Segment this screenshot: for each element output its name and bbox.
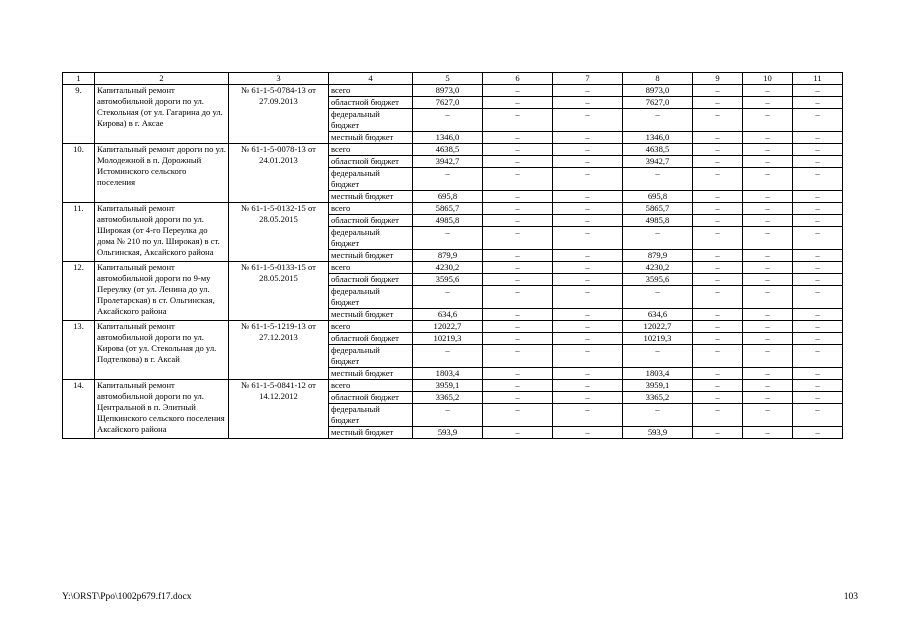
- funding-source: всего: [329, 85, 413, 97]
- amount-cell: –: [743, 368, 793, 380]
- table-row: [63, 262, 843, 274]
- amount-cell: –: [483, 262, 553, 274]
- column-number: 2: [95, 73, 229, 85]
- funding-source: федеральный бюджет: [329, 168, 413, 191]
- amount-cell: –: [743, 97, 793, 109]
- amount-cell: –: [553, 132, 623, 144]
- amount-cell: –: [693, 191, 743, 203]
- amount-cell: –: [743, 380, 793, 392]
- column-number: 10: [743, 73, 793, 85]
- table-row: [63, 144, 843, 156]
- amount-cell: 1803,4: [623, 368, 693, 380]
- funding-source: всего: [329, 144, 413, 156]
- column-number: 3: [229, 73, 329, 85]
- amount-cell: –: [693, 203, 743, 215]
- amount-cell: –: [693, 144, 743, 156]
- amount-cell: –: [793, 404, 843, 427]
- amount-cell: 695,8: [413, 191, 483, 203]
- amount-cell: –: [553, 156, 623, 168]
- amount-cell: 695,8: [623, 191, 693, 203]
- amount-cell: –: [623, 168, 693, 191]
- amount-cell: –: [483, 168, 553, 191]
- amount-cell: –: [553, 321, 623, 333]
- amount-cell: –: [743, 262, 793, 274]
- amount-cell: –: [743, 203, 793, 215]
- object-description: Капитальный ремонт дороги по ул. Молодежной в п. Дорожный Истоминского сельского поселения: [95, 144, 229, 203]
- amount-cell: –: [483, 191, 553, 203]
- amount-cell: –: [693, 392, 743, 404]
- column-number-header: [63, 73, 843, 85]
- funding-source: местный бюджет: [329, 132, 413, 144]
- amount-cell: –: [483, 286, 553, 309]
- amount-cell: –: [793, 427, 843, 439]
- amount-cell: –: [623, 286, 693, 309]
- amount-cell: –: [743, 274, 793, 286]
- amount-cell: –: [413, 227, 483, 250]
- amount-cell: 3942,7: [413, 156, 483, 168]
- item-number: 11.: [63, 203, 95, 262]
- object-description: Капитальный ремонт автомобильной дороги по ул. Кирова (от ул. Стекольная до ул. Подтелкова) в г. Аксай: [95, 321, 229, 380]
- item-number: 14.: [63, 380, 95, 439]
- amount-cell: –: [483, 215, 553, 227]
- amount-cell: 7627,0: [623, 97, 693, 109]
- amount-cell: –: [743, 250, 793, 262]
- object-description: Капитальный ремонт автомобильной дороги по ул. Стекольная (от ул. Гагарина до ул. Кирова) в г. Аксае: [95, 85, 229, 144]
- item-number: 12.: [63, 262, 95, 321]
- amount-cell: –: [483, 392, 553, 404]
- funding-source: местный бюджет: [329, 368, 413, 380]
- amount-cell: –: [693, 333, 743, 345]
- funding-source: федеральный бюджет: [329, 286, 413, 309]
- amount-cell: –: [553, 109, 623, 132]
- amount-cell: 4638,5: [623, 144, 693, 156]
- amount-cell: –: [623, 109, 693, 132]
- funding-source: федеральный бюджет: [329, 109, 413, 132]
- table-row: [63, 203, 843, 215]
- amount-cell: 593,9: [413, 427, 483, 439]
- column-number: 8: [623, 73, 693, 85]
- amount-cell: –: [693, 215, 743, 227]
- object-description: Капитальный ремонт автомобильной дороги по 9-му Переулку (от ул. Ленина до ул. Пролетарская) в ст. Ольгинская, Аксайского района: [95, 262, 229, 321]
- amount-cell: –: [483, 274, 553, 286]
- amount-cell: –: [413, 286, 483, 309]
- column-number: 5: [413, 73, 483, 85]
- amount-cell: –: [483, 404, 553, 427]
- funding-source: местный бюджет: [329, 250, 413, 262]
- funding-source: всего: [329, 203, 413, 215]
- amount-cell: –: [553, 286, 623, 309]
- amount-cell: –: [693, 380, 743, 392]
- amount-cell: –: [483, 427, 553, 439]
- funding-source: федеральный бюджет: [329, 404, 413, 427]
- amount-cell: –: [553, 85, 623, 97]
- amount-cell: –: [793, 144, 843, 156]
- amount-cell: –: [793, 156, 843, 168]
- amount-cell: –: [483, 368, 553, 380]
- amount-cell: –: [793, 392, 843, 404]
- amount-cell: 5865,7: [623, 203, 693, 215]
- expertise-document: № 61-1-5-0078-13 от 24.01.2013: [229, 144, 329, 203]
- table-row: [63, 380, 843, 392]
- amount-cell: –: [693, 286, 743, 309]
- amount-cell: 8973,0: [623, 85, 693, 97]
- amount-cell: –: [553, 333, 623, 345]
- amount-cell: –: [693, 109, 743, 132]
- amount-cell: –: [693, 227, 743, 250]
- amount-cell: –: [793, 168, 843, 191]
- funding-source: федеральный бюджет: [329, 345, 413, 368]
- amount-cell: –: [553, 262, 623, 274]
- amount-cell: –: [553, 404, 623, 427]
- amount-cell: –: [693, 250, 743, 262]
- amount-cell: –: [693, 85, 743, 97]
- amount-cell: –: [553, 227, 623, 250]
- amount-cell: –: [693, 168, 743, 191]
- amount-cell: 4985,8: [413, 215, 483, 227]
- amount-cell: –: [483, 321, 553, 333]
- amount-cell: –: [743, 333, 793, 345]
- item-number: 13.: [63, 321, 95, 380]
- amount-cell: –: [793, 109, 843, 132]
- amount-cell: –: [553, 427, 623, 439]
- amount-cell: 10219,3: [413, 333, 483, 345]
- amount-cell: 3595,6: [623, 274, 693, 286]
- amount-cell: –: [693, 427, 743, 439]
- expertise-document: № 61-1-5-1219-13 от 27.12.2013: [229, 321, 329, 380]
- object-description: Капитальный ремонт автомобильной дороги по ул. Широкая (от 4-го Переулка до дома № 210 по ул. Широкая) в ст. Ольгинская, Аксайского района: [95, 203, 229, 262]
- amount-cell: –: [483, 227, 553, 250]
- amount-cell: –: [553, 392, 623, 404]
- table-row: [63, 321, 843, 333]
- amount-cell: –: [693, 262, 743, 274]
- amount-cell: –: [553, 203, 623, 215]
- amount-cell: –: [483, 132, 553, 144]
- amount-cell: 10219,3: [623, 333, 693, 345]
- expertise-document: № 61-1-5-0133-15 от 28.05.2015: [229, 262, 329, 321]
- amount-cell: –: [483, 250, 553, 262]
- amount-cell: –: [793, 250, 843, 262]
- amount-cell: –: [553, 215, 623, 227]
- expertise-document: № 61-1-5-0841-12 от 14.12.2012: [229, 380, 329, 439]
- file-path: Y:\ORST\Ppo\1002p679.f17.docx: [62, 592, 192, 602]
- amount-cell: 879,9: [623, 250, 693, 262]
- amount-cell: –: [743, 309, 793, 321]
- amount-cell: –: [793, 345, 843, 368]
- amount-cell: –: [693, 132, 743, 144]
- amount-cell: –: [413, 168, 483, 191]
- amount-cell: –: [743, 392, 793, 404]
- amount-cell: 4230,2: [413, 262, 483, 274]
- amount-cell: –: [693, 309, 743, 321]
- amount-cell: –: [483, 309, 553, 321]
- amount-cell: –: [483, 156, 553, 168]
- amount-cell: 12022,7: [623, 321, 693, 333]
- amount-cell: 1346,0: [413, 132, 483, 144]
- amount-cell: –: [793, 132, 843, 144]
- amount-cell: –: [483, 85, 553, 97]
- column-number: 9: [693, 73, 743, 85]
- amount-cell: –: [743, 191, 793, 203]
- amount-cell: 8973,0: [413, 85, 483, 97]
- amount-cell: 3365,2: [623, 392, 693, 404]
- amount-cell: –: [693, 404, 743, 427]
- financing-table: [62, 72, 843, 439]
- amount-cell: –: [743, 404, 793, 427]
- amount-cell: –: [793, 380, 843, 392]
- column-number: 1: [63, 73, 95, 85]
- amount-cell: –: [693, 321, 743, 333]
- amount-cell: –: [483, 109, 553, 132]
- amount-cell: 4638,5: [413, 144, 483, 156]
- amount-cell: –: [623, 227, 693, 250]
- funding-source: местный бюджет: [329, 191, 413, 203]
- amount-cell: 3595,6: [413, 274, 483, 286]
- amount-cell: –: [483, 380, 553, 392]
- amount-cell: –: [483, 144, 553, 156]
- amount-cell: 1803,4: [413, 368, 483, 380]
- amount-cell: 1346,0: [623, 132, 693, 144]
- amount-cell: –: [553, 97, 623, 109]
- amount-cell: –: [743, 132, 793, 144]
- amount-cell: –: [553, 168, 623, 191]
- expertise-document: № 61-1-5-0132-15 от 28.05.2015: [229, 203, 329, 262]
- amount-cell: –: [793, 286, 843, 309]
- amount-cell: –: [693, 156, 743, 168]
- amount-cell: –: [743, 215, 793, 227]
- amount-cell: –: [743, 286, 793, 309]
- amount-cell: –: [553, 250, 623, 262]
- amount-cell: 3942,7: [623, 156, 693, 168]
- funding-source: всего: [329, 262, 413, 274]
- funding-source: областной бюджет: [329, 274, 413, 286]
- amount-cell: –: [743, 227, 793, 250]
- amount-cell: –: [553, 368, 623, 380]
- page-number: 103: [843, 592, 858, 602]
- funding-source: областной бюджет: [329, 392, 413, 404]
- amount-cell: 879,9: [413, 250, 483, 262]
- amount-cell: –: [693, 274, 743, 286]
- amount-cell: –: [553, 191, 623, 203]
- amount-cell: –: [413, 109, 483, 132]
- amount-cell: –: [793, 368, 843, 380]
- amount-cell: –: [793, 203, 843, 215]
- amount-cell: –: [553, 144, 623, 156]
- amount-cell: –: [793, 309, 843, 321]
- amount-cell: –: [553, 380, 623, 392]
- funding-source: местный бюджет: [329, 309, 413, 321]
- amount-cell: 3959,1: [413, 380, 483, 392]
- amount-cell: –: [693, 97, 743, 109]
- table-row: [63, 85, 843, 97]
- amount-cell: –: [793, 274, 843, 286]
- amount-cell: –: [793, 85, 843, 97]
- item-number: 9.: [63, 85, 95, 144]
- amount-cell: –: [743, 85, 793, 97]
- amount-cell: –: [483, 203, 553, 215]
- amount-cell: –: [483, 345, 553, 368]
- column-number: 11: [793, 73, 843, 85]
- funding-source: федеральный бюджет: [329, 227, 413, 250]
- amount-cell: –: [483, 97, 553, 109]
- amount-cell: 634,6: [413, 309, 483, 321]
- amount-cell: –: [743, 144, 793, 156]
- expertise-document: № 61-1-5-0784-13 от 27.09.2013: [229, 85, 329, 144]
- amount-cell: 4985,8: [623, 215, 693, 227]
- amount-cell: 7627,0: [413, 97, 483, 109]
- amount-cell: 5865,7: [413, 203, 483, 215]
- funding-source: областной бюджет: [329, 156, 413, 168]
- amount-cell: –: [623, 404, 693, 427]
- column-number: 7: [553, 73, 623, 85]
- amount-cell: –: [413, 404, 483, 427]
- amount-cell: –: [743, 427, 793, 439]
- amount-cell: 593,9: [623, 427, 693, 439]
- funding-source: всего: [329, 321, 413, 333]
- object-description: Капитальный ремонт автомобильной дороги по ул. Центральной в п. Элитный Щепкинского сельского поселения Аксайского района: [95, 380, 229, 439]
- funding-source: местный бюджет: [329, 427, 413, 439]
- amount-cell: 634,6: [623, 309, 693, 321]
- funding-source: областной бюджет: [329, 215, 413, 227]
- amount-cell: –: [743, 321, 793, 333]
- amount-cell: –: [743, 168, 793, 191]
- funding-source: областной бюджет: [329, 97, 413, 109]
- amount-cell: –: [553, 274, 623, 286]
- amount-cell: –: [693, 368, 743, 380]
- amount-cell: –: [553, 345, 623, 368]
- amount-cell: –: [793, 97, 843, 109]
- amount-cell: –: [693, 345, 743, 368]
- amount-cell: –: [553, 309, 623, 321]
- amount-cell: –: [793, 333, 843, 345]
- amount-cell: 3959,1: [623, 380, 693, 392]
- amount-cell: –: [623, 345, 693, 368]
- amount-cell: –: [743, 109, 793, 132]
- amount-cell: –: [793, 227, 843, 250]
- amount-cell: –: [743, 156, 793, 168]
- amount-cell: –: [793, 191, 843, 203]
- amount-cell: 12022,7: [413, 321, 483, 333]
- item-number: 10.: [63, 144, 95, 203]
- amount-cell: –: [483, 333, 553, 345]
- funding-source: областной бюджет: [329, 333, 413, 345]
- column-number: 6: [483, 73, 553, 85]
- funding-source: всего: [329, 380, 413, 392]
- amount-cell: –: [793, 321, 843, 333]
- amount-cell: –: [793, 262, 843, 274]
- amount-cell: 4230,2: [623, 262, 693, 274]
- amount-cell: 3365,2: [413, 392, 483, 404]
- amount-cell: –: [413, 345, 483, 368]
- amount-cell: –: [743, 345, 793, 368]
- amount-cell: –: [793, 215, 843, 227]
- column-number: 4: [329, 73, 413, 85]
